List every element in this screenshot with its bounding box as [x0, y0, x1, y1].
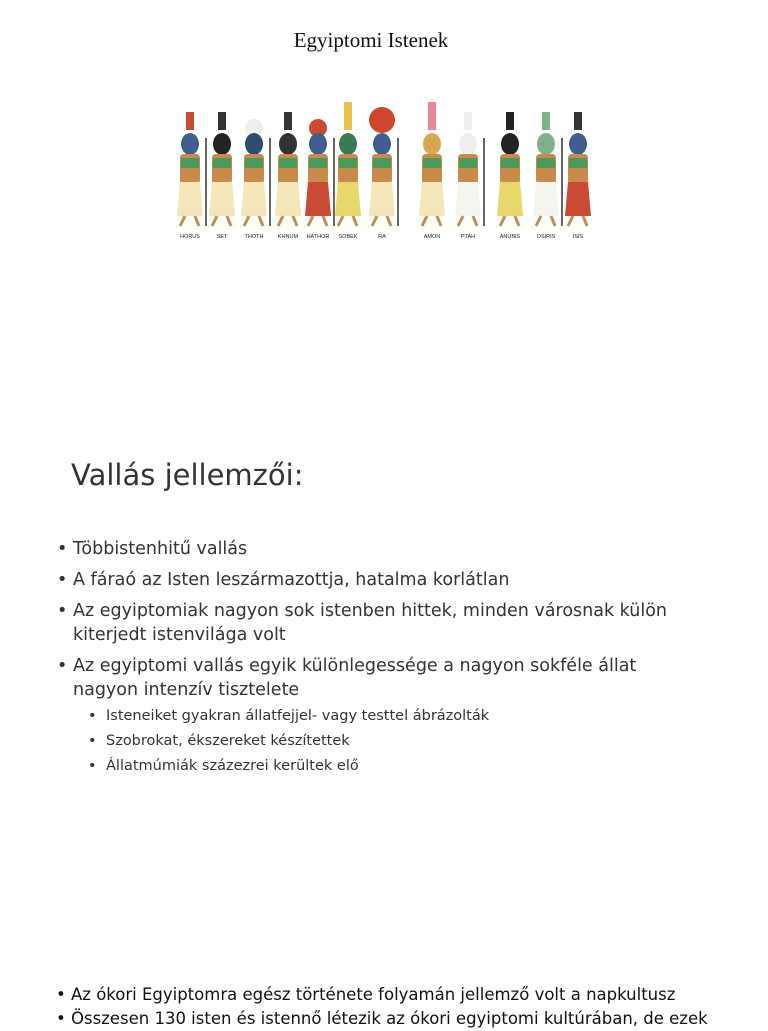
svg-text:SET: SET — [216, 234, 228, 240]
bullet-item: • Összesen 130 isten és istennő létezik az ókori egyiptomi kultúrában, de ezek — [56, 1009, 708, 1028]
god-figure-set — [209, 112, 235, 240]
god-figure-thoth — [241, 119, 270, 240]
sub-bullet-item: • Szobrokat, ékszereket készítettek — [88, 733, 350, 749]
bullet-item: • Az egyiptomiak nagyon sok istenben hittek, minden városnak külön kiterjedt istenvilága volt — [57, 601, 668, 645]
god-figure-isis — [565, 112, 591, 240]
sub-bullet-item: • Állatmúmiák százezrei kerültek elő — [88, 758, 359, 774]
svg-text:HATHOR: HATHOR — [306, 234, 330, 240]
svg-text:THOTH: THOTH — [244, 234, 264, 240]
svg-text:ANUBIS: ANUBIS — [499, 234, 521, 240]
svg-text:HORUS: HORUS — [180, 234, 200, 240]
bullet-item: • Az egyiptomi vallás egyik különlegessége a nagyon sokféle állat nagyon intenzív tisztelete — [57, 656, 637, 700]
svg-text:OSIRIS: OSIRIS — [536, 234, 556, 240]
god-figure-sobek — [335, 102, 361, 240]
bullet-item: • A fáraó az Isten leszármazottja, hatalma korlátlan — [57, 570, 510, 590]
svg-text:RA: RA — [378, 234, 386, 240]
bullet-item: • Az ókori Egyiptomra egész története folyamán jellemző volt a napkultusz — [56, 985, 676, 1004]
god-figure-ptah — [455, 112, 484, 240]
egyptian-gods-illustration — [172, 98, 602, 260]
god-figures — [177, 102, 591, 240]
god-figure-horus — [177, 112, 206, 240]
god-figure-anubis — [497, 112, 523, 240]
god-figure-osiris — [533, 112, 562, 240]
svg-text:SOBEK: SOBEK — [338, 234, 358, 240]
bullet-item: • Többistenhitű vallás — [57, 539, 248, 559]
bullet-list — [0, 537, 768, 779]
svg-text:KHNUM: KHNUM — [277, 234, 299, 240]
god-figure-amon — [419, 102, 445, 240]
slide-heading: Vallás jellemzői: — [71, 458, 304, 492]
god-figure-khnum — [275, 112, 301, 240]
svg-text:ISIS: ISIS — [572, 234, 584, 240]
god-figure-hathor — [305, 119, 334, 240]
svg-text:AMON: AMON — [423, 234, 441, 240]
svg-text:PTAH: PTAH — [460, 234, 476, 240]
sub-bullet-item: • Isteneiket gyakran állatfejjel- vagy testtel ábrázolták — [88, 708, 490, 724]
god-figure-ra — [369, 107, 398, 240]
slide-title: Egyiptomi Istenek — [293, 28, 449, 52]
